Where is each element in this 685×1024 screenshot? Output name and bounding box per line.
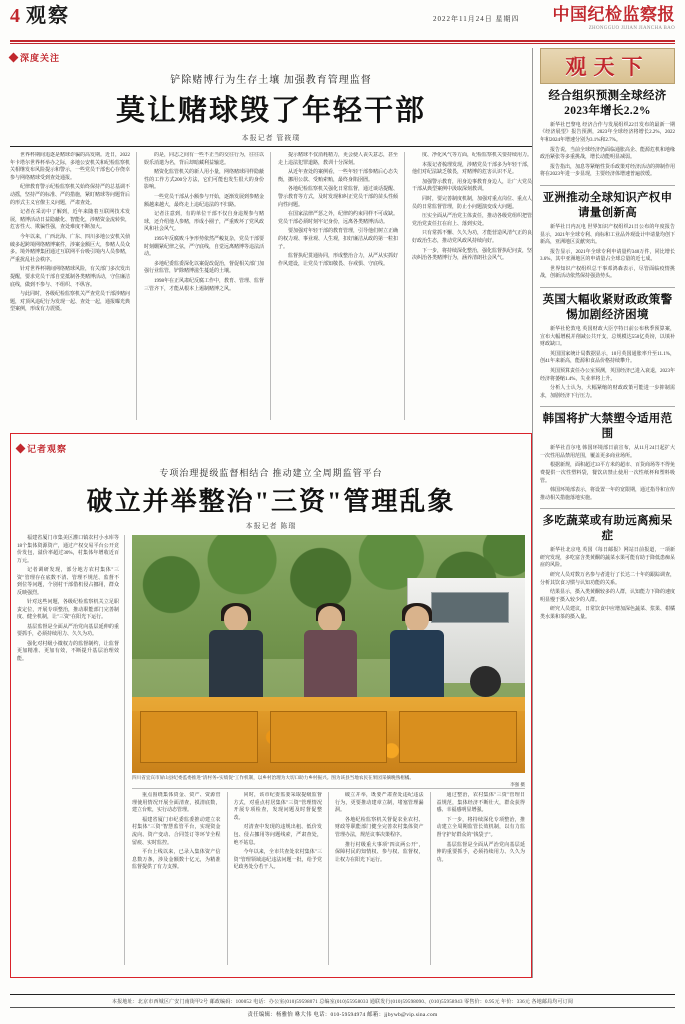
paragraph: 世界杯期间追逐是赌球诈骗的高发期。近日，2022年卡塔尔世界杯举办之际，多地公安机关和纪检监察机关相继发布风险提示和警示，一些党员干部也心存侥幸参与网络赌球受到查处通报。 — [10, 153, 131, 181]
photo-crate — [270, 711, 388, 763]
paragraph: 破立并举，既要严肃查处违纪违法行为，更要推动建章立制，堵塞管理漏洞。 — [335, 793, 424, 814]
photo-person-head — [318, 606, 342, 631]
paragraph: 今年以来，全市共查处农村集体"三资"管理领域违纪违法问题一批，给予党纪政务处分若干人。 — [233, 850, 322, 871]
section-flag-reporter — [17, 442, 67, 455]
photo-truck-wheel — [470, 666, 501, 697]
masthead-date: 2022年11月24日 星期四 — [433, 15, 520, 23]
paragraph: 分析人士认为，大幅紧缩的财政政策可能进一步抑制需求，加剧经济下行压力。 — [540, 386, 675, 399]
paragraph: 记者调研发现，部分地方农村集体"三资"管理存在底数不清、管理不规范、监督不到位等问题，个别村干部借机侵占挪用，群众反映强烈。 — [17, 568, 119, 596]
paragraph: 强化对村级小微权力的监督制约，让监督更加精准、更加有效，不断提升基层治理效能。 — [17, 641, 119, 662]
paper-name-pinyin: ZHONGGUO JIJIAN JIANCHA BAO — [588, 25, 675, 31]
paragraph: 韩国环境部表示，将设置一年的宽限期，通过指导和宣传推动相关措施落地实施。 — [540, 488, 676, 501]
paragraph: 1995年反腐败斗争形势依然严峻复杂，党员干部要时刻绷紧纪律之弦，严守底线，自觉远离赌博等违法活动。 — [144, 236, 265, 258]
paragraph: 同时，要完善制度机制，加强对重点岗位、重点人员的日常监督管理，防止小问题演变成大问题。 — [412, 196, 532, 210]
paragraph: 赌资化监管机关的新人用小量，网络赌球同样隐蔽性的工作方式200分方法，它们可能也发生很大的身份影响。 — [144, 170, 265, 191]
paragraph: 提示赌球不仅消耗精力，更会使人丧失意志，甚至走上违法犯罪道路，教训十分深刻。 — [278, 153, 399, 166]
article-top — [10, 48, 532, 420]
footer-editor-line: 责任编辑：杨雅怡 咻大伟 电话：010-59594974 邮箱：jjbywb@vip.sina.com — [10, 1007, 675, 1018]
photo-person-center — [297, 606, 364, 711]
feature-left-column — [17, 535, 125, 965]
sidebar-article-body — [540, 547, 675, 621]
masthead-right — [553, 6, 676, 31]
paragraph: 各地纪检监察机关督促农业农村、财政等职能部门健全完善农村集体资产管理办法，规范议事决策程序。 — [335, 817, 424, 838]
paragraph: 监督执纪贯通协同，形成整治合力，从严从实抓好作风建设，让党员干部知敬畏、存戒惧、守底线。 — [278, 254, 399, 267]
sidebar-divider — [540, 185, 675, 186]
photo-person-right — [384, 606, 451, 711]
paragraph: 福建省厦门市集美区灌口镇农村小水库等18个集体资源资产，通过产权交易平台公开竞价发包，溢价率超过30%，村集体年增收近百万元。 — [17, 536, 119, 564]
sidebar-divider — [540, 508, 675, 509]
paragraph: 针对世界杯期间网络赌球风险，有关部门多次发出提醒，要求党员干部自觉抵制各类赌博活动，守住廉洁底线，做到不参与、不组织、不纵容。 — [10, 267, 131, 288]
paragraph: 研究人员对数万名参与者进行了长达二十年的跟踪调查，分析其饮食习惯与认知功能的关系。 — [540, 572, 676, 586]
paragraph: 英国预算责任办公室预测，英国经济已进入衰退，2023年经济将萎缩1.4%，失业率将上升。 — [540, 368, 676, 382]
feature-photo-wrap — [132, 535, 525, 788]
sidebar-article-title: 英国大幅收紧财政政策警惕加剧经济困境 — [542, 294, 673, 321]
article-byline: 本报记者 管筱璞 — [241, 134, 301, 142]
page-number: 4 — [10, 5, 20, 27]
paragraph: 研究人员建议，日常饮食中应增加深色蔬菜、浆果、柑橘类水果和茶的摄入量。 — [540, 607, 676, 620]
sidebar-divider — [540, 406, 675, 407]
paragraph: 推行村级重大事项"四议两公开"，保障村民的知情权、参与权、监督权，让权力在阳光下运行。 — [335, 842, 424, 863]
photo-caption: 四川省宜宾市屏山县纪委监委推进"清村务+实绩促"工作机制，以乡村治理为大切口助力乡村振兴。图为该县当地农民在果园采摘晚熟柑橘。 — [132, 775, 414, 780]
diamond-icon — [9, 53, 19, 63]
paragraph: 福建省厦门市纪委监委推动建立农村集体"三资"智慧监管平台，实现资金流向、资产变动、合同签订等环节全程留痕、实时监控。 — [132, 817, 221, 846]
paragraph: 报告指出，加息等紧缩性货币政策对经济活动的抑制作用将在2023年进一步显现，主要经济体增速普遍放缓。 — [540, 164, 676, 178]
paragraph: 通过整治，农村集体"三资"管理日益规范，集体经济不断壮大，群众获得感、幸福感明显增强。 — [436, 793, 525, 814]
paragraph: 新华社首尔电 韩国环境部日前宣布，从11月24日起扩大一次性用品禁用范围，覆盖更多商业场所。 — [540, 446, 675, 459]
paragraph: 度、净化风气等方面，纪检监察机关要持续用力。 — [422, 153, 532, 158]
paragraph: 新华社北京电 英国《每日邮报》网站日前报道，一项新研究发现，多吃富含类黄酮的蔬菜水果可能有助于降低患痴呆症的风险。 — [540, 548, 676, 569]
sidebar-article-3 — [540, 293, 675, 400]
section-flag-depth — [10, 51, 60, 64]
paragraph: 英国国家统计局数据显示，10月英国通胀率升至11.1%，创41年来新高，能源和食品价格持续攀升。 — [540, 351, 675, 365]
sidebar-world-news — [532, 48, 675, 978]
paragraph: 压实全面从严治党主体责任，推动各级党组织把管党治党责任扛在肩上、落到实处。 — [412, 214, 532, 227]
feature-right-area — [132, 535, 525, 965]
photo-credit: 李强 摄 — [510, 782, 525, 788]
paragraph: 1998年在正风肃纪反腐工作中，教育、管理、监督三管齐下，才能从根本上遏制赌博之风。 — [144, 278, 265, 292]
feature-photo — [132, 535, 525, 773]
paragraph: 从近年查处的案例看，一些年轻干部参赌后心态失衡，挪用公款、受贿索贿，最终身陷囹圄。 — [278, 170, 399, 183]
paragraph: 今年以来，广西北海、广东、四川多地公安机关侦破多起跨境网络赌博案件，涉案金额巨大，参赌人员众多。境外赌博集团通过互联网平台吸引境内人员参赌，严重扰乱社会秩序。 — [10, 234, 131, 263]
photo-person-head — [405, 606, 429, 631]
paragraph: 的是，同志之间有一些不正当的交往行为，往往以娱乐消遣为名，背后却暗藏利益输送。 — [144, 153, 265, 166]
sidebar-article-title: 经合组织预测全球经济2023年增长2.2% — [548, 90, 667, 117]
main-column — [10, 48, 532, 978]
paragraph: 一些党员干部从小额参与开始，逐渐发展到参赌金额越来越大，最终走上违纪违法的不归路。 — [144, 194, 265, 208]
diamond-icon — [16, 444, 26, 454]
paragraph: 新华社巴黎电 经济合作与发展组织22日发布的最新一期《经济展望》报告预测，2023年全球经济将增长2.2%，2022年和2024年增速分别为3.1%和2.7%。 — [540, 122, 675, 144]
paragraph: 本报记者梳理发现，涉赌党员干部多为年轻干部，他们对纪法缺乏敬畏，对赌博的危害认识不足。 — [412, 162, 532, 176]
sidebar-article-body — [540, 122, 675, 179]
photo-crate — [140, 711, 258, 763]
sidebar-article-title: 韩国将扩大禁塑令适用范围 — [542, 413, 673, 441]
sidebar-article-1 — [540, 89, 675, 179]
paragraph: 结果显示，摄入类黄酮较多的人群，认知能力下降的速度明显慢于摄入较少的人群。 — [540, 590, 676, 603]
paragraph: 纪律教育警示纪检监察机关始终保持严的总基调不动摇，坚持严的标准、严的措施，紧盯赌球等问题背后的形式主义官僚主义问题，严肃查处。 — [10, 185, 131, 206]
sidebar-article-title: 亚洲推动全球知识产权申请量创新高 — [542, 192, 673, 219]
text-column-2 — [144, 152, 271, 420]
feature-text-column-1 — [132, 792, 228, 965]
feature-body — [17, 535, 525, 965]
feature-shoulder: 专项治理提级监督相结合 推动建立全周期监管平台 — [159, 468, 383, 478]
paragraph: 重点围绕集体资金、资产、资源管理使用情况开展全面清查，摸清底数，建立台账，实行动态管理。 — [132, 793, 221, 814]
paragraph: 记者注意到，有的单位干部不仅自身违规参与赌球，还介绍他人参赌，形成小圈子，严重败坏了党风政风和社会风气。 — [144, 212, 265, 233]
feature-text-columns — [132, 788, 525, 965]
paragraph: 基层监督是全面从严治党向基层延伸的重要抓手，必须持续用力、久久为功。 — [436, 842, 525, 863]
article-shoulder: 铲除赌博行为生存土壤 加强教育管理监督 — [170, 75, 372, 86]
paragraph: 各地纪检监察机关强化日常监督，通过谈话提醒、警示教育等方式，及时发现和纠正党员干部的苗头性倾向性问题。 — [278, 187, 399, 208]
paragraph: 根据新规，面积超过33平方米的超市、百货商场等不得免费提供一次性塑料袋，餐饮店禁止使用一次性纸杯和塑料吸管。 — [540, 463, 676, 484]
paragraph: 基层监督是全面从严治党向基层延伸的重要抓手，必须持续用力、久久为功。 — [17, 624, 119, 637]
sidebar-article-body — [540, 445, 675, 502]
text-column-3 — [278, 152, 405, 420]
paragraph: 报告说，当前全球经济仍面临通胀高企、能源危机和地缘政治紧张等多重挑战，增长动能明显减弱。 — [540, 147, 676, 161]
paragraph: 平台上线以来，已录入集体资产信息数万条，涉及金额数十亿元，为精准监督提供了有力支撑。 — [132, 850, 221, 871]
sidebar-article-4 — [540, 412, 675, 502]
article-headline: 莫让赌球毁了年轻干部 — [115, 95, 426, 127]
masthead-left — [10, 6, 70, 26]
paragraph: 下一步，将持续深化整治，强化监督执纪问责，坚决纠治各类赌博行为，涵养清朗社会风气。 — [412, 248, 532, 262]
sidebar-article-5 — [540, 514, 675, 621]
sidebar-article-body — [540, 326, 675, 400]
sidebar-article-title: 多吃蔬菜或有助远离痴呆症 — [542, 515, 673, 543]
flag-label: 深度关注 — [20, 53, 61, 63]
paragraph: 世界知识产权组织总干事邓鸿森表示，尽管面临疫情挑战，创新活动依然保持强劲势头。 — [540, 266, 675, 280]
photo-crate — [399, 711, 517, 763]
masthead-rule-thin — [10, 43, 675, 44]
paragraph: 记者在采访中了解到，近年来随着互联网技术发展，赌博活动日益隐蔽化、智能化，涉赌资金流转快，危害性大、欺骗性强，查处难度不断加大。 — [10, 210, 131, 231]
paragraph: 报告显示，2021年全球专利申请量约340万件，同比增长3.6%，其中亚洲地区的申请量占全球总量的近七成。 — [540, 249, 675, 263]
paragraph: 新华社日内瓦电 世界知识产权组织21日公布的年度报告显示，2021年全球专利、商标和工业品外观设计申请量均创下新高，亚洲地区贡献突出。 — [540, 224, 676, 246]
text-column-1 — [10, 152, 137, 420]
sidebar-divider — [540, 287, 675, 288]
feature-headline: 破立并举整治"三资"管理乱象 — [86, 487, 456, 516]
page-body — [10, 48, 675, 978]
photo-person-left — [203, 606, 270, 711]
section-title: 观察 — [26, 5, 70, 27]
paragraph: 与此同时，各级纪检监察机关严查党员干部涉赌问题，对顶风违纪行为发现一起、查处一起，通报曝光典型案例，形成有力震慑。 — [10, 292, 131, 313]
photo-person-head — [224, 606, 248, 631]
paragraph: 对清查中发现的违规出租、低价发包、侵占挪用等问题线索，严肃查处，绝不姑息。 — [233, 825, 322, 846]
sidebar-banner-text: 观天下 — [565, 55, 650, 79]
sidebar-banner — [540, 48, 675, 84]
paragraph: 要加强对年轻干部的教育管理，引导他们树立正确的权力观、事业观、人生观，扣好廉洁从政的第一粒扣子。 — [278, 229, 399, 250]
footer-contact-line: 本报地址：北京市西城区广安门南街甲2号 邮政编码：100052 电话：办公室(010)59598071 总编室(010)55958033 通联发行(010)59598090、(010)55958943 零售价：0.95元 年价：336元 各地邮局均可订阅 — [111, 1000, 574, 1005]
feature-text-column-4 — [437, 792, 526, 965]
sidebar-article-body — [540, 224, 675, 281]
paragraph: 针对这些问题，各级纪检监察机关立足职责定位，开展专项整治，推动职能部门完善制度、健全机制，让"三资"在阳光下运行。 — [17, 600, 119, 620]
feature-text-column-3 — [335, 792, 431, 965]
paragraph: 在国家法律严惩之外，纪律的约束同样不可或缺。党员干部必须时刻牢记身份，远离各类赌博活动。 — [278, 212, 399, 225]
page-footer — [10, 994, 675, 1018]
article-feature — [10, 433, 532, 978]
feature-text-column-2 — [234, 792, 330, 965]
masthead-rule-thick — [10, 40, 675, 42]
rule — [10, 146, 532, 147]
paragraph: 新华社伦敦电 英国财政大臣亨特日前公布秋季预算案，宣布大幅增税并削减公共开支，总规模达550亿英镑，以填补财政缺口。 — [540, 326, 675, 348]
paragraph: 只有常抓不懈、久久为功，才能营造风清气正的良好政治生态，推动党风政风持续向好。 — [412, 231, 532, 244]
paragraph: 下一步，将持续深化专项整治，推动建立全周期监管长效机制，以有力监督守护好群众的"钱袋子"。 — [436, 817, 525, 838]
paper-name: 中国纪检监察报 — [552, 5, 675, 24]
masthead — [0, 0, 685, 44]
paragraph: 同时，该市纪委监委采取提级监督方式，对重点村居集体"三资"管理情况开展专项检查，发现问题及时督促整改。 — [233, 793, 322, 821]
sidebar-article-2 — [540, 191, 675, 281]
text-column-4 — [412, 152, 532, 420]
feature-byline: 本报记者 陈瑞 — [245, 522, 297, 530]
paragraph: 多地纪委监委深化以案促改促治，督促相关部门加强行业监管，铲除赌博滋生蔓延的土壤。 — [144, 261, 265, 275]
paragraph: 加强警示教育，用身边事教育身边人，让广大党员干部从典型案例中汲取深刻教训。 — [412, 179, 532, 193]
flag-label: 记者观察 — [27, 444, 68, 454]
article-top-columns — [10, 152, 532, 420]
